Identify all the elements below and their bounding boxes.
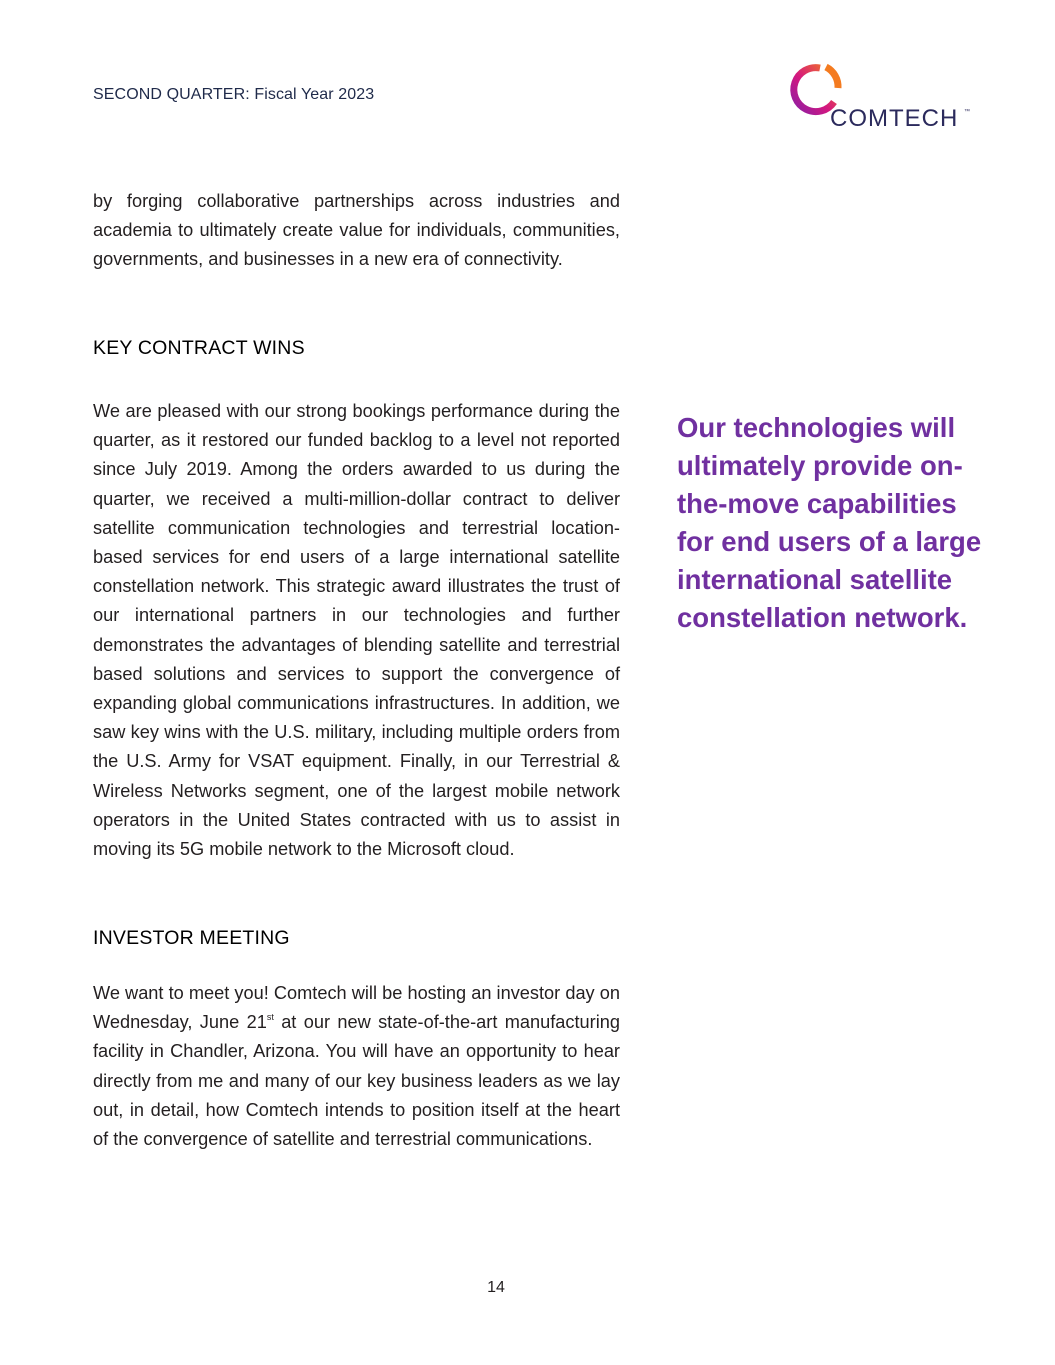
intro-text: by forging collaborative partnerships across industries and academia to ultimately create value for individuals, communities, governments, and businesses in a new era of connectivity. xyxy=(93,191,620,270)
investor-meeting-text xyxy=(93,979,620,1154)
investor-meeting-text-before: We want to meet you! Comtech will be hosting an investor day on Wednesday, June 21 xyxy=(93,983,620,1033)
investor-meeting-text-after: at our new state-of-the-art manufacturing facility in Chandler, Arizona. You will have an opportunity to hear directly from me and many of our key business leaders as we lay out, in detail, how Comtech intends to position itself at the heart of the convergence of satellite and terrestrial communications. xyxy=(93,1012,620,1150)
section-heading-investor-meeting: INVESTOR MEETING xyxy=(93,927,290,949)
key-contract-wins-text: We are pleased with our strong bookings performance during the quarter, as it restored our funded backlog to a level not reported since July 2019. Among the orders awarded to us during the quarter, we received a multi-million-dollar contract to deliver satellite communication technologies and terrestrial location-based services for end users of a large international satellite constellation network. This strategic award illustrates the trust of our international partners in our technologies and further demonstrates the advantages of blending satellite and terrestrial based solutions and services to support the convergence of expanding global communications infrastructures. In addition, we saw key wins with the U.S. military, including multiple orders from the U.S. Army for VSAT equipment. Finally, in our Terrestrial & Wireless Networks segment, one of the largest mobile network operators in the United States contracted with us to assist in moving its 5G mobile network to the Microsoft cloud. xyxy=(93,401,620,860)
comtech-logo xyxy=(786,62,976,134)
section-heading-key-contract-wins: KEY CONTRACT WINS xyxy=(93,337,305,359)
investor-meeting-paragraph xyxy=(93,979,620,1154)
logo-trademark: ™ xyxy=(964,109,970,115)
document-header-label: SECOND QUARTER: Fiscal Year 2023 xyxy=(93,86,375,103)
page-number: 14 xyxy=(487,1279,505,1296)
pull-quote: Our technologies will ultimately provide on-the-move capabilities for end users of a large international satellite constellation network. xyxy=(677,412,982,633)
key-contract-wins-paragraph xyxy=(93,397,620,864)
intro-paragraph xyxy=(93,187,620,275)
logo-wordmark: COMTECH xyxy=(830,105,959,132)
date-ordinal-superscript: st xyxy=(266,1012,274,1023)
